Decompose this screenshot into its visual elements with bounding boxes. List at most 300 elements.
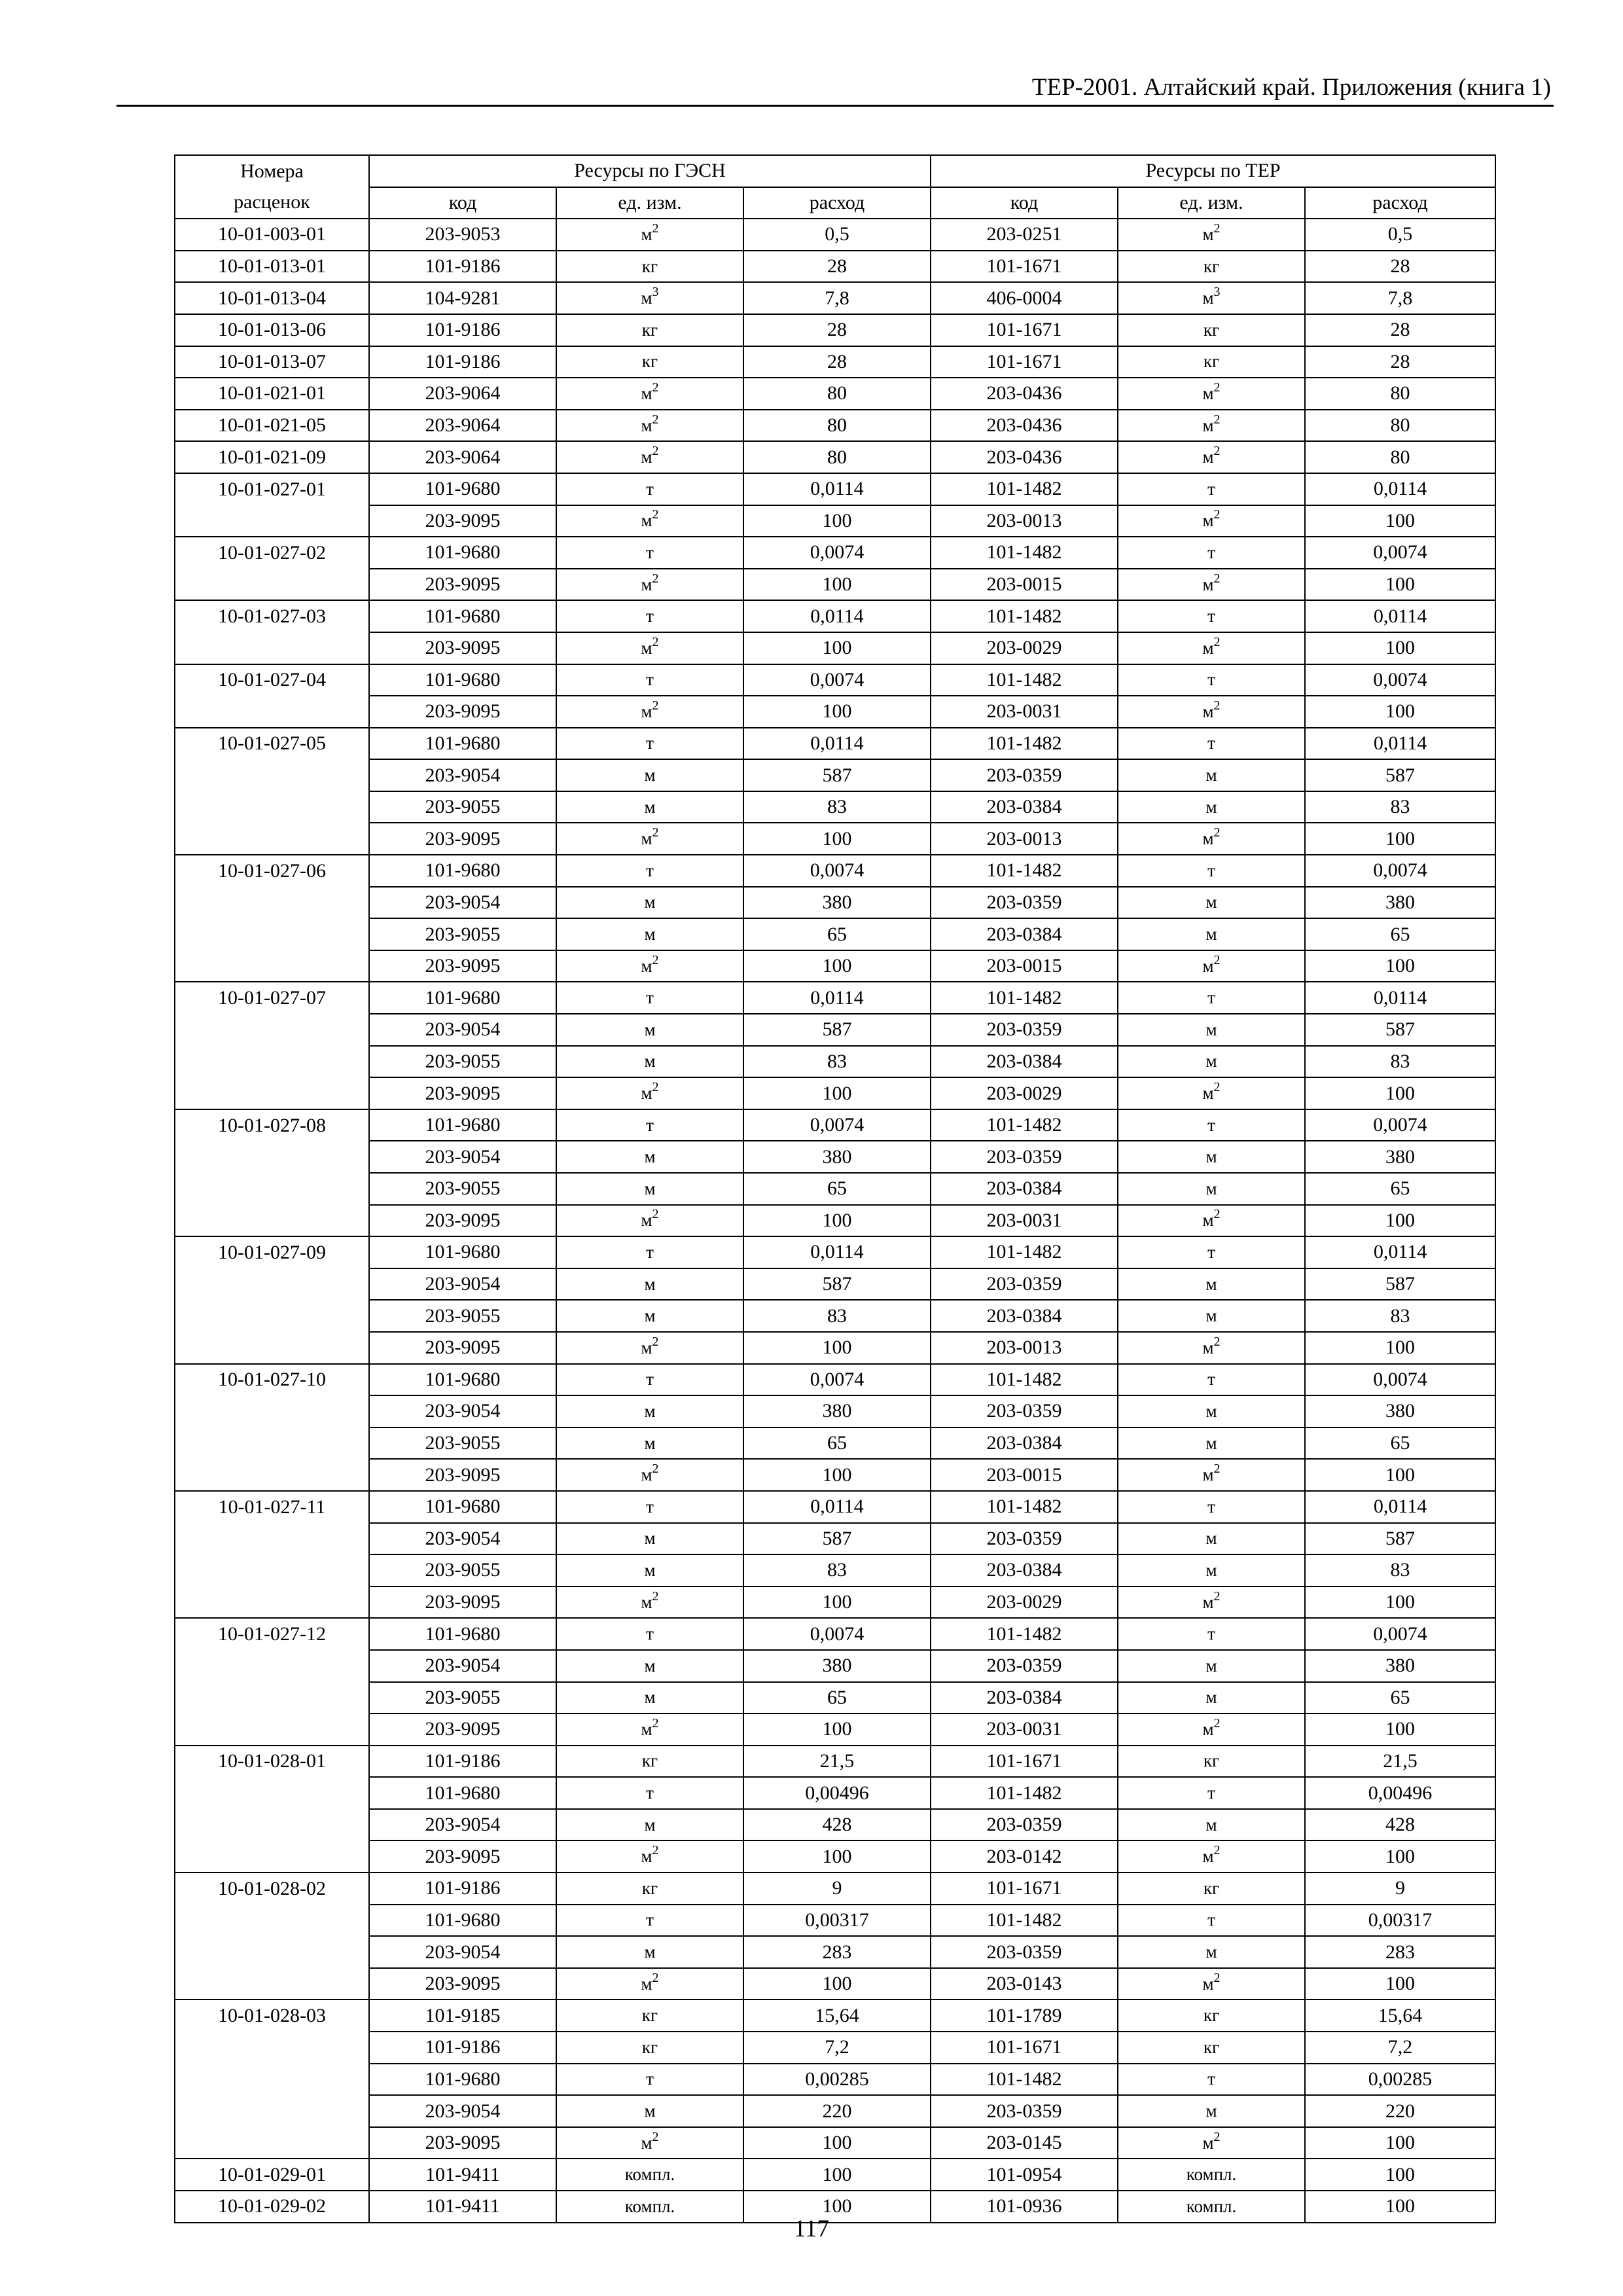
gesn-unit-cell: $м^2$ <box>556 1840 743 1873</box>
gesn-unit-cell: $м^2$ <box>556 378 743 410</box>
rate-number-cell <box>175 1332 369 1364</box>
ter-unit-cell: м <box>1118 1809 1305 1841</box>
ter-unit-cell: м <box>1118 1046 1305 1078</box>
gesn-code-cell: 203-9095 <box>369 950 556 982</box>
table-row <box>175 1077 1495 1109</box>
ter-code-cell: 203-0359 <box>931 1936 1118 1968</box>
rate-number-cell <box>175 1268 369 1300</box>
ter-code-cell: 203-0359 <box>931 1268 1118 1300</box>
table-row <box>175 346 1495 378</box>
gesn-unit-cell: м <box>556 1141 743 1173</box>
gesn-unit-cell: т <box>556 1491 743 1523</box>
ter-consumption-cell: 100 <box>1305 823 1495 855</box>
gesn-consumption-cell: 83 <box>743 1046 931 1078</box>
ter-unit-cell: $м^2$ <box>1118 1077 1305 1109</box>
gesn-consumption-cell: 100 <box>743 823 931 855</box>
header-gesn-unit: ед. изм. <box>556 187 743 219</box>
table-row <box>175 537 1495 569</box>
gesn-consumption-cell: 28 <box>743 346 931 378</box>
ter-code-cell: 203-0015 <box>931 950 1118 982</box>
table-row <box>175 728 1495 760</box>
table-row <box>175 1523 1495 1555</box>
gesn-consumption-cell: 83 <box>743 1554 931 1587</box>
ter-consumption-cell: 100 <box>1305 569 1495 601</box>
gesn-consumption-cell: 0,00285 <box>743 2064 931 2096</box>
gesn-code-cell: 203-9055 <box>369 918 556 950</box>
ter-unit-cell: т <box>1118 1905 1305 1937</box>
ter-unit-cell: м <box>1118 1523 1305 1555</box>
ter-unit-cell: т <box>1118 1777 1305 1809</box>
rate-number-cell <box>175 1014 369 1046</box>
ter-unit-cell: т <box>1118 473 1305 505</box>
ter-consumption-cell: 100 <box>1305 2159 1495 2191</box>
gesn-code-cell: 203-9095 <box>369 696 556 728</box>
rate-number-cell <box>175 1936 369 1968</box>
table-head-row-2 <box>175 187 1495 219</box>
rate-number-cell <box>175 1777 369 1809</box>
table-row <box>175 600 1495 632</box>
rate-number-cell: 10-01-027-10 <box>175 1364 369 1396</box>
gesn-unit-cell: $м^3$ <box>556 282 743 314</box>
rate-number-cell <box>175 2095 369 2127</box>
gesn-consumption-cell: 83 <box>743 791 931 823</box>
gesn-code-cell: 101-9186 <box>369 314 556 346</box>
rate-number-cell: 10-01-021-01 <box>175 378 369 410</box>
ter-code-cell: 203-0142 <box>931 1840 1118 1873</box>
table-row <box>175 1936 1495 1968</box>
gesn-consumption-cell: 100 <box>743 505 931 537</box>
gesn-code-cell: 203-9054 <box>369 887 556 919</box>
gesn-unit-cell: т <box>556 728 743 760</box>
gesn-code-cell: 203-9095 <box>369 569 556 601</box>
ter-unit-cell: кг <box>1118 346 1305 378</box>
ter-code-cell: 203-0359 <box>931 1523 1118 1555</box>
ter-unit-cell: $м^2$ <box>1118 950 1305 982</box>
gesn-consumption-cell: 100 <box>743 1459 931 1491</box>
gesn-consumption-cell: 587 <box>743 1268 931 1300</box>
ter-unit-cell: кг <box>1118 2000 1305 2032</box>
gesn-unit-cell: кг <box>556 2000 743 2032</box>
gesn-code-cell: 203-9055 <box>369 1046 556 1078</box>
ter-code-cell: 101-1671 <box>931 1873 1118 1905</box>
gesn-unit-cell: т <box>556 1905 743 1937</box>
gesn-unit-cell: м <box>556 1650 743 1682</box>
rate-number-cell <box>175 1459 369 1491</box>
gesn-unit-cell: м <box>556 1936 743 1968</box>
ter-code-cell: 203-0251 <box>931 219 1118 251</box>
rate-number-cell <box>175 569 369 601</box>
ter-code-cell: 203-0359 <box>931 1809 1118 1841</box>
ter-consumption-cell: 100 <box>1305 696 1495 728</box>
ter-unit-cell: $м^2$ <box>1118 505 1305 537</box>
ter-code-cell: 203-0359 <box>931 1395 1118 1427</box>
rate-number-cell: 10-01-013-04 <box>175 282 369 314</box>
ter-consumption-cell: 0,0074 <box>1305 664 1495 696</box>
table-row <box>175 1554 1495 1587</box>
ter-unit-cell: $м^2$ <box>1118 569 1305 601</box>
gesn-consumption-cell: 100 <box>743 632 931 664</box>
table-row <box>175 1905 1495 1937</box>
gesn-code-cell: 203-9095 <box>369 1587 556 1619</box>
gesn-unit-cell: $м^2$ <box>556 1459 743 1491</box>
ter-unit-cell: т <box>1118 664 1305 696</box>
gesn-code-cell: 203-9053 <box>369 219 556 251</box>
rate-number-cell <box>175 2064 369 2096</box>
ter-consumption-cell: 0,0114 <box>1305 1236 1495 1268</box>
table-row <box>175 251 1495 283</box>
gesn-code-cell: 203-9054 <box>369 1809 556 1841</box>
header-rule <box>116 105 1554 107</box>
gesn-consumption-cell: 283 <box>743 1936 931 1968</box>
gesn-code-cell: 101-9680 <box>369 537 556 569</box>
gesn-code-cell: 101-9680 <box>369 1905 556 1937</box>
gesn-code-cell: 203-9095 <box>369 1459 556 1491</box>
ter-code-cell: 203-0359 <box>931 2095 1118 2127</box>
gesn-unit-cell: $м^2$ <box>556 950 743 982</box>
table-row <box>175 2127 1495 2159</box>
gesn-unit-cell: м <box>556 1173 743 1205</box>
ter-consumption-cell: 21,5 <box>1305 1746 1495 1778</box>
ter-consumption-cell: 0,0114 <box>1305 982 1495 1014</box>
running-header: ТЕР-2001. Алтайский край. Приложения (книга 1) <box>1031 74 1551 101</box>
ter-unit-cell: м <box>1118 887 1305 919</box>
table-row <box>175 2064 1495 2096</box>
ter-code-cell: 101-1482 <box>931 1905 1118 1937</box>
gesn-unit-cell: т <box>556 600 743 632</box>
ter-consumption-cell: 100 <box>1305 2127 1495 2159</box>
gesn-consumption-cell: 83 <box>743 1300 931 1332</box>
ter-unit-cell: м <box>1118 1554 1305 1587</box>
gesn-code-cell: 101-9680 <box>369 1364 556 1396</box>
ter-unit-cell: $м^2$ <box>1118 2127 1305 2159</box>
ter-consumption-cell: 100 <box>1305 1968 1495 2000</box>
gesn-code-cell: 101-9186 <box>369 1873 556 1905</box>
table-row <box>175 2000 1495 2032</box>
table-row <box>175 982 1495 1014</box>
rate-number-cell: 10-01-027-03 <box>175 600 369 632</box>
gesn-consumption-cell: 100 <box>743 1332 931 1364</box>
table-row <box>175 473 1495 505</box>
ter-consumption-cell: 100 <box>1305 1332 1495 1364</box>
ter-unit-cell: $м^2$ <box>1118 378 1305 410</box>
ter-consumption-cell: 65 <box>1305 1427 1495 1460</box>
table-row <box>175 791 1495 823</box>
gesn-code-cell: 101-9680 <box>369 664 556 696</box>
gesn-code-cell: 101-9680 <box>369 1491 556 1523</box>
ter-consumption-cell: 587 <box>1305 759 1495 791</box>
gesn-consumption-cell: 21,5 <box>743 1746 931 1778</box>
gesn-consumption-cell: 28 <box>743 314 931 346</box>
ter-consumption-cell: 83 <box>1305 1554 1495 1587</box>
ter-code-cell: 203-0359 <box>931 1141 1118 1173</box>
gesn-unit-cell: м <box>556 1268 743 1300</box>
ter-code-cell: 101-1482 <box>931 537 1118 569</box>
table-row <box>175 1364 1495 1396</box>
rate-number-cell <box>175 1046 369 1078</box>
gesn-consumption-cell: 80 <box>743 378 931 410</box>
gesn-consumption-cell: 65 <box>743 1427 931 1460</box>
ter-code-cell: 203-0145 <box>931 2127 1118 2159</box>
gesn-code-cell: 101-9680 <box>369 1109 556 1141</box>
gesn-unit-cell: м <box>556 1554 743 1587</box>
gesn-consumption-cell: 0,0114 <box>743 600 931 632</box>
gesn-unit-cell: $м^2$ <box>556 632 743 664</box>
ter-unit-cell: $м^2$ <box>1118 1459 1305 1491</box>
gesn-consumption-cell: 0,0074 <box>743 664 931 696</box>
gesn-unit-cell: $м^2$ <box>556 441 743 473</box>
rate-number-cell <box>175 1141 369 1173</box>
table-row <box>175 1968 1495 2000</box>
ter-unit-cell: компл. <box>1118 2191 1305 2223</box>
rate-number-cell <box>175 1713 369 1746</box>
ter-code-cell: 203-0029 <box>931 1077 1118 1109</box>
ter-unit-cell: т <box>1118 728 1305 760</box>
ter-unit-cell: м <box>1118 1141 1305 1173</box>
ter-consumption-cell: 0,0074 <box>1305 1618 1495 1650</box>
table-row <box>175 1300 1495 1332</box>
gesn-consumption-cell: 80 <box>743 441 931 473</box>
ter-code-cell: 101-1482 <box>931 600 1118 632</box>
ter-code-cell: 203-0015 <box>931 1459 1118 1491</box>
gesn-consumption-cell: 7,2 <box>743 2032 931 2064</box>
ter-consumption-cell: 587 <box>1305 1523 1495 1555</box>
gesn-unit-cell: т <box>556 1109 743 1141</box>
rate-number-cell: 10-01-027-12 <box>175 1618 369 1650</box>
rate-number-cell <box>175 887 369 919</box>
ter-code-cell: 101-1482 <box>931 473 1118 505</box>
gesn-unit-cell: $м^2$ <box>556 1587 743 1619</box>
rate-number-cell: 10-01-028-01 <box>175 1746 369 1778</box>
ter-code-cell: 101-1482 <box>931 1364 1118 1396</box>
rate-number-cell: 10-01-027-05 <box>175 728 369 760</box>
ter-consumption-cell: 0,5 <box>1305 219 1495 251</box>
ter-code-cell: 203-0384 <box>931 1046 1118 1078</box>
gesn-consumption-cell: 100 <box>743 1713 931 1746</box>
table-row <box>175 1873 1495 1905</box>
ter-code-cell: 101-1482 <box>931 1777 1118 1809</box>
ter-consumption-cell: 100 <box>1305 2191 1495 2223</box>
rate-number-cell <box>175 759 369 791</box>
gesn-unit-cell: т <box>556 2064 743 2096</box>
ter-consumption-cell: 65 <box>1305 1173 1495 1205</box>
ter-consumption-cell: 100 <box>1305 1840 1495 1873</box>
rate-number-cell: 10-01-013-06 <box>175 314 369 346</box>
gesn-unit-cell: кг <box>556 1873 743 1905</box>
table-row <box>175 950 1495 982</box>
rate-number-cell <box>175 1300 369 1332</box>
ter-unit-cell: м <box>1118 1427 1305 1460</box>
rate-number-cell <box>175 1968 369 2000</box>
ter-consumption-cell: 0,00317 <box>1305 1905 1495 1937</box>
gesn-unit-cell: т <box>556 1777 743 1809</box>
ter-consumption-cell: 0,00285 <box>1305 2064 1495 2096</box>
gesn-code-cell: 203-9055 <box>369 1682 556 1714</box>
gesn-code-cell: 203-9054 <box>369 1141 556 1173</box>
ter-code-cell: 101-1671 <box>931 314 1118 346</box>
gesn-consumption-cell: 380 <box>743 887 931 919</box>
gesn-consumption-cell: 0,0114 <box>743 982 931 1014</box>
gesn-consumption-cell: 65 <box>743 918 931 950</box>
gesn-unit-cell: $м^2$ <box>556 569 743 601</box>
gesn-unit-cell: кг <box>556 1746 743 1778</box>
ter-consumption-cell: 100 <box>1305 1205 1495 1237</box>
table-row <box>175 1332 1495 1364</box>
rate-number-cell <box>175 791 369 823</box>
ter-code-cell: 203-0359 <box>931 759 1118 791</box>
ter-code-cell: 203-0359 <box>931 887 1118 919</box>
table-row <box>175 1427 1495 1460</box>
page-number: 117 <box>793 2215 830 2242</box>
gesn-code-cell: 101-9680 <box>369 1777 556 1809</box>
table-row <box>175 569 1495 601</box>
ter-unit-cell: $м^2$ <box>1118 1205 1305 1237</box>
gesn-code-cell: 203-9054 <box>369 759 556 791</box>
gesn-unit-cell: т <box>556 473 743 505</box>
rate-number-cell <box>175 1173 369 1205</box>
ter-unit-cell: компл. <box>1118 2159 1305 2191</box>
gesn-code-cell: 203-9095 <box>369 1713 556 1746</box>
table-body <box>175 219 1495 2222</box>
gesn-consumption-cell: 100 <box>743 569 931 601</box>
table-row <box>175 505 1495 537</box>
gesn-code-cell: 203-9055 <box>369 1427 556 1460</box>
gesn-code-cell: 101-9680 <box>369 473 556 505</box>
rate-number-cell: 10-01-027-06 <box>175 855 369 887</box>
ter-consumption-cell: 0,0114 <box>1305 473 1495 505</box>
ter-code-cell: 203-0384 <box>931 791 1118 823</box>
gesn-code-cell: 203-9064 <box>369 410 556 442</box>
table-row <box>175 2095 1495 2127</box>
ter-unit-cell: кг <box>1118 1746 1305 1778</box>
table-row <box>175 696 1495 728</box>
ter-unit-cell: $м^2$ <box>1118 696 1305 728</box>
ter-consumption-cell: 7,2 <box>1305 2032 1495 2064</box>
ter-code-cell: 203-0384 <box>931 1682 1118 1714</box>
ter-code-cell: 101-0954 <box>931 2159 1118 2191</box>
ter-code-cell: 101-1671 <box>931 2032 1118 2064</box>
table-row <box>175 1205 1495 1237</box>
ter-unit-cell: т <box>1118 2064 1305 2096</box>
ter-consumption-cell: 7,8 <box>1305 282 1495 314</box>
gesn-code-cell: 203-9055 <box>369 1554 556 1587</box>
ter-consumption-cell: 587 <box>1305 1014 1495 1046</box>
ter-unit-cell: $м^2$ <box>1118 1587 1305 1619</box>
resources-table <box>174 154 1496 2223</box>
table-row <box>175 823 1495 855</box>
gesn-unit-cell: $м^2$ <box>556 1332 743 1364</box>
ter-code-cell: 101-0936 <box>931 2191 1118 2223</box>
gesn-unit-cell: $м^2$ <box>556 410 743 442</box>
ter-consumption-cell: 380 <box>1305 1141 1495 1173</box>
gesn-unit-cell: м <box>556 1046 743 1078</box>
gesn-code-cell: 203-9054 <box>369 1014 556 1046</box>
gesn-consumption-cell: 9 <box>743 1873 931 1905</box>
gesn-consumption-cell: 0,00317 <box>743 1905 931 1937</box>
ter-code-cell: 101-1482 <box>931 664 1118 696</box>
rate-number-cell: 10-01-029-02 <box>175 2191 369 2223</box>
ter-consumption-cell: 0,0074 <box>1305 1109 1495 1141</box>
gesn-consumption-cell: 100 <box>743 1587 931 1619</box>
rate-number-cell <box>175 918 369 950</box>
rate-number-cell <box>175 950 369 982</box>
ter-code-cell: 203-0436 <box>931 441 1118 473</box>
table-row <box>175 1618 1495 1650</box>
ter-unit-cell: $м^2$ <box>1118 632 1305 664</box>
gesn-code-cell: 203-9095 <box>369 1840 556 1873</box>
ter-code-cell: 203-0359 <box>931 1014 1118 1046</box>
table-row <box>175 759 1495 791</box>
ter-unit-cell: т <box>1118 537 1305 569</box>
ter-consumption-cell: 100 <box>1305 1459 1495 1491</box>
table-row <box>175 2159 1495 2191</box>
gesn-unit-cell: кг <box>556 251 743 283</box>
gesn-code-cell: 203-9095 <box>369 632 556 664</box>
rate-number-cell: 10-01-003-01 <box>175 219 369 251</box>
rate-number-cell <box>175 2127 369 2159</box>
ter-code-cell: 203-0031 <box>931 1713 1118 1746</box>
gesn-unit-cell: м <box>556 1395 743 1427</box>
ter-unit-cell: т <box>1118 1236 1305 1268</box>
gesn-consumption-cell: 100 <box>743 1077 931 1109</box>
ter-code-cell: 203-0029 <box>931 1587 1118 1619</box>
ter-unit-cell: $м^2$ <box>1118 1840 1305 1873</box>
rate-number-cell <box>175 1554 369 1587</box>
table-row <box>175 314 1495 346</box>
ter-code-cell: 203-0143 <box>931 1968 1118 2000</box>
table-row <box>175 1650 1495 1682</box>
rate-number-cell: 10-01-029-01 <box>175 2159 369 2191</box>
ter-unit-cell: кг <box>1118 251 1305 283</box>
gesn-unit-cell: м <box>556 918 743 950</box>
table-row <box>175 219 1495 251</box>
rate-number-cell <box>175 632 369 664</box>
gesn-code-cell: 203-9054 <box>369 1268 556 1300</box>
gesn-unit-cell: т <box>556 1236 743 1268</box>
gesn-unit-cell: $м^2$ <box>556 696 743 728</box>
gesn-code-cell: 104-9281 <box>369 282 556 314</box>
ter-consumption-cell: 100 <box>1305 505 1495 537</box>
table-row <box>175 632 1495 664</box>
gesn-code-cell: 101-9680 <box>369 1618 556 1650</box>
ter-code-cell: 101-1482 <box>931 855 1118 887</box>
gesn-unit-cell: т <box>556 664 743 696</box>
gesn-code-cell: 203-9095 <box>369 1205 556 1237</box>
gesn-consumption-cell: 0,0074 <box>743 855 931 887</box>
gesn-code-cell: 203-9095 <box>369 2127 556 2159</box>
ter-consumption-cell: 15,64 <box>1305 2000 1495 2032</box>
gesn-unit-cell: м <box>556 1523 743 1555</box>
ter-consumption-cell: 0,00496 <box>1305 1777 1495 1809</box>
gesn-code-cell: 203-9054 <box>369 1395 556 1427</box>
gesn-unit-cell: т <box>556 537 743 569</box>
gesn-unit-cell: т <box>556 1364 743 1396</box>
ter-unit-cell: кг <box>1118 1873 1305 1905</box>
ter-code-cell: 203-0015 <box>931 569 1118 601</box>
ter-consumption-cell: 220 <box>1305 2095 1495 2127</box>
ter-consumption-cell: 100 <box>1305 632 1495 664</box>
ter-code-cell: 101-1482 <box>931 728 1118 760</box>
ter-consumption-cell: 100 <box>1305 950 1495 982</box>
ter-consumption-cell: 28 <box>1305 314 1495 346</box>
ter-consumption-cell: 0,0114 <box>1305 600 1495 632</box>
gesn-unit-cell: кг <box>556 314 743 346</box>
table-row <box>175 1682 1495 1714</box>
gesn-unit-cell: кг <box>556 346 743 378</box>
ter-unit-cell: м <box>1118 759 1305 791</box>
table-row <box>175 1840 1495 1873</box>
ter-code-cell: 203-0384 <box>931 1427 1118 1460</box>
table-row <box>175 1173 1495 1205</box>
